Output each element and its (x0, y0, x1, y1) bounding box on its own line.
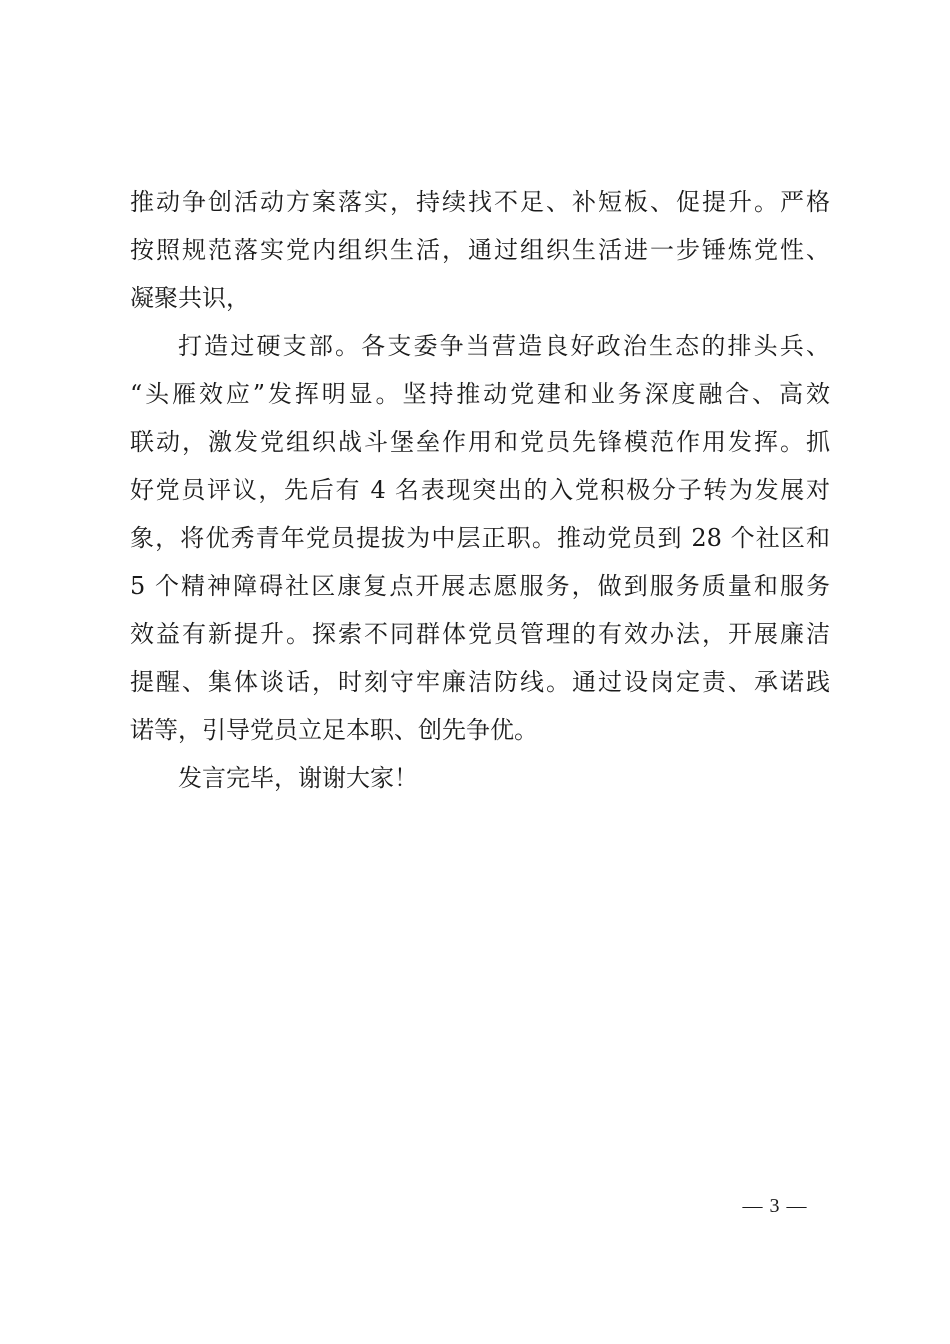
text-line: 效益有新提升。探索不同群体党员管理的有效办法，开展廉洁 (130, 620, 830, 648)
text-line: 提醒、集体谈话，时刻守牢廉洁防线。通过设岗定责、承诺践 (130, 668, 830, 696)
page-number: — 3 — (742, 1195, 808, 1217)
text-line: 凝聚共识， (130, 284, 250, 312)
text-line: 5 个精神障碍社区康复点开展志愿服务，做到服务质量和服务 (130, 572, 830, 600)
text-line: 联动，激发党组织战斗堡垒作用和党员先锋模范作用发挥。抓 (130, 428, 830, 456)
text-line: 打造过硬支部。各支委争当营造良好政治生态的排头兵、 (178, 332, 830, 360)
text-line: 推动争创活动方案落实，持续找不足、补短板、促提升。严格 (130, 188, 830, 216)
text-line: 好党员评议，先后有 4 名表现突出的入党积极分子转为发展对 (130, 476, 830, 504)
text-line: 发言完毕，谢谢大家！ (178, 764, 418, 792)
document-body (130, 178, 830, 802)
text-line: 诺等，引导党员立足本职、创先争优。 (130, 716, 538, 744)
text-line: “头雁效应”发挥明显。坚持推动党建和业务深度融合、高效 (130, 380, 830, 408)
text-line: 象，将优秀青年党员提拔为中层正职。推动党员到 28 个社区和 (130, 524, 830, 552)
text-line: 按照规范落实党内组织生活，通过组织生活进一步锤炼党性、 (130, 236, 830, 264)
